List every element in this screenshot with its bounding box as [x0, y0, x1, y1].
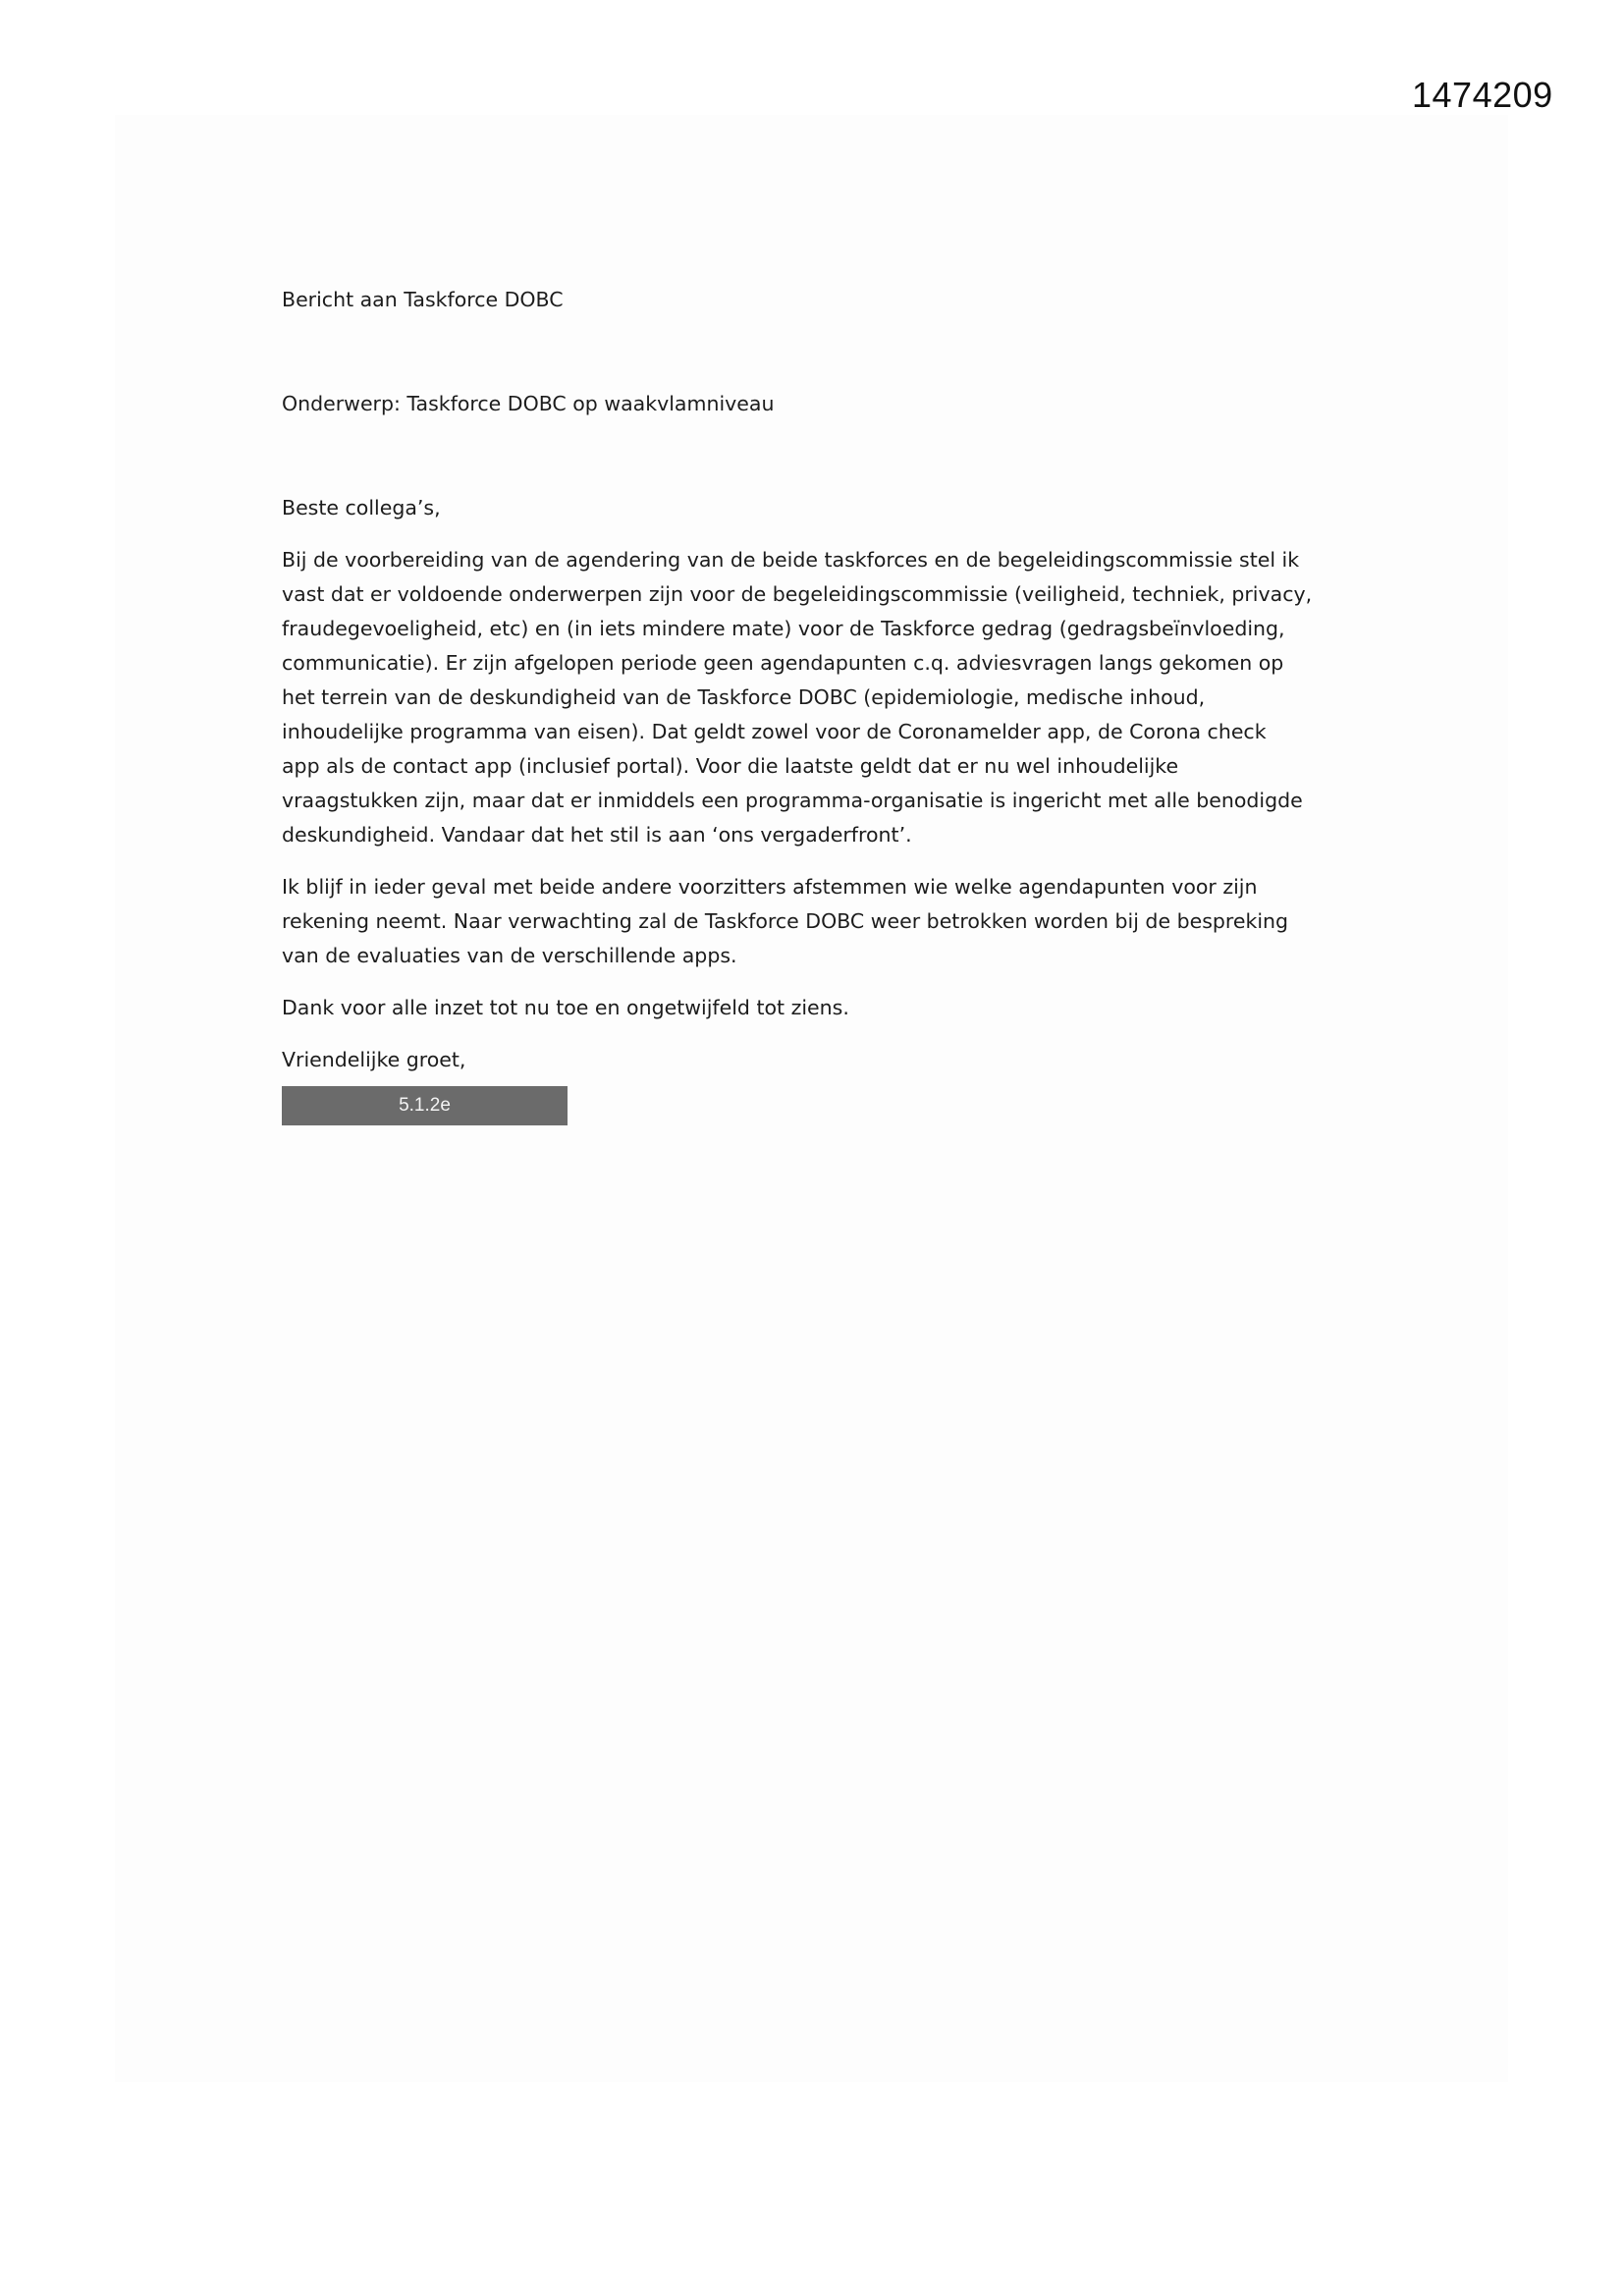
paragraph-line: rekening neemt. Naar verwachting zal de Taskforce DOBC weer betrokken worden bij de bespreking — [282, 909, 1289, 933]
paragraph-line: vraagstukken zijn, maar dat er inmiddels een programma-organisatie is ingericht met alle benodigde — [282, 789, 1303, 812]
paragraph-line: communicatie). Er zijn afgelopen periode geen agendapunten c.q. adviesvragen langs gekomen op — [282, 651, 1284, 675]
paragraph-line: het terrein van de deskundigheid van de Taskforce DOBC (epidemiologie, medische inhoud, — [282, 685, 1206, 709]
paragraph-2 — [282, 870, 1362, 973]
paragraph-line: van de evaluaties van de verschillende apps. — [282, 944, 737, 967]
salutation: Beste collega’s, — [282, 496, 441, 519]
closing-sentence: Dank voor alle inzet tot nu toe en ongetwijfeld tot ziens. — [282, 996, 849, 1019]
paragraph-line: vast dat er voldoende onderwerpen zijn voor de begeleidingscommissie (veiligheid, techniek, privacy, — [282, 582, 1313, 606]
redacted-signature: 5.1.2e — [282, 1086, 568, 1125]
subject-line: Onderwerp: Taskforce DOBC op waakvlamniveau — [282, 392, 775, 415]
recipient-line: Bericht aan Taskforce DOBC — [282, 288, 564, 311]
paragraph-line: Ik blijf in ieder geval met beide andere voorzitters afstemmen wie welke agendapunten voor zijn — [282, 875, 1258, 899]
paragraph-1 — [282, 543, 1362, 852]
document-number: 1474209 — [1412, 75, 1553, 115]
letter-body — [282, 283, 1362, 1125]
paragraph-line: Bij de voorbereiding van de agendering van de beide taskforces en de begeleidingscommissie stel ik — [282, 548, 1300, 572]
greeting: Vriendelijke groet, — [282, 1048, 466, 1071]
paragraph-line: fraudegevoeligheid, etc) en (in iets mindere mate) voor de Taskforce gedrag (gedragsbeïnvloeding, — [282, 617, 1285, 640]
paragraph-line: inhoudelijke programma van eisen). Dat geldt zowel voor de Coronamelder app, de Corona check — [282, 720, 1267, 743]
paragraph-line: app als de contact app (inclusief portal). Voor die laatste geldt dat er nu wel inhoudelijke — [282, 754, 1179, 778]
paragraph-line: deskundigheid. Vandaar dat het stil is aan ‘ons vergaderfront’. — [282, 823, 912, 847]
